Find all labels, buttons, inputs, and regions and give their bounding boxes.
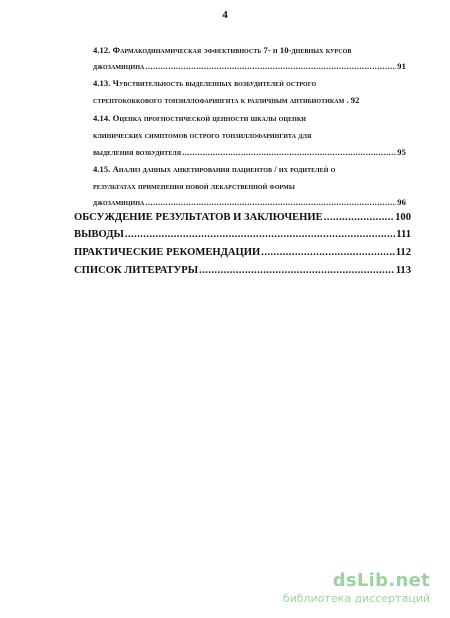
- dot-leader: [324, 213, 394, 224]
- toc-entry-4-15-line-3: [93, 198, 406, 207]
- toc-entry-text: выделения возбудителя: [93, 147, 182, 157]
- toc-entry-text: 4.12. Фармакодинамическая эффективность 7- и 10-дневных курсов: [93, 45, 352, 55]
- toc-page-number: 91: [397, 61, 406, 71]
- toc-page-number: 95: [397, 147, 406, 157]
- dslib-watermark: [283, 572, 430, 604]
- toc-entry-references: [74, 266, 411, 277]
- toc-entry-4-14-line-1: [93, 114, 306, 123]
- toc-entry-4-13-line-2: [93, 96, 359, 105]
- toc-entry-text: джозамицина: [93, 61, 145, 71]
- dot-leader: [182, 148, 396, 157]
- toc-entry-text: стрептококкового тонзиллофарингита к различным антибиотикам .: [93, 95, 349, 105]
- toc-page-number: 100: [395, 212, 411, 223]
- toc-page-number: 96: [397, 197, 406, 207]
- toc-entry-text: джозамицина: [93, 197, 145, 207]
- toc-entry-discussion: [74, 213, 411, 224]
- toc-entry-conclusions: [74, 230, 411, 241]
- toc-entry-4-15-line-1: [93, 165, 335, 174]
- toc-entry-4-14-line-3: [93, 148, 406, 157]
- toc-entry-text: 4.15. Анализ данных анкетирования пациентов / их родителей о: [93, 164, 336, 174]
- toc-page-number: 111: [396, 229, 411, 240]
- toc-entry-text: ПРАКТИЧЕСКИЕ РЕКОМЕНДАЦИИ: [74, 247, 261, 258]
- toc-entry-text: ОБСУЖДЕНИЕ РЕЗУЛЬТАТОВ И ЗАКЛЮЧЕНИЕ: [74, 212, 323, 223]
- dot-leader: [145, 198, 396, 207]
- dot-leader: [125, 230, 395, 241]
- toc-entry-4-15-line-2: [93, 182, 295, 191]
- toc-entry-recommendations: [74, 248, 411, 259]
- toc-page-number: 112: [395, 247, 411, 258]
- toc-entry-4-12-line-2: [93, 62, 406, 71]
- dot-leader: [261, 248, 394, 259]
- toc-entry-text: ВЫВОДЫ: [74, 229, 124, 240]
- page-number: 4: [222, 9, 228, 21]
- toc-entry-text: СПИСОК ЛИТЕРАТУРЫ: [74, 265, 199, 276]
- toc-entry-text: 4.14. Оценка прогностической ценности шкалы оценки: [93, 113, 306, 123]
- toc-entry-4-14-line-2: [93, 131, 311, 140]
- toc-entry-text: 4.13. Чувствительность выделенных возбудителей острого: [93, 78, 317, 88]
- toc-page-number: 92: [350, 95, 360, 105]
- watermark-tagline: библиотека диссертаций: [282, 592, 430, 605]
- watermark-logo: dsLib.net: [332, 570, 430, 591]
- toc-entry-4-12-line-1: [93, 46, 351, 55]
- toc-entry-text: клинических симптомов острого тонзиллофарингита для: [93, 130, 312, 140]
- toc-page-number: 113: [395, 265, 411, 276]
- toc-entry-4-13-line-1: [93, 79, 316, 88]
- toc-entry-text: результатах применения новой лекарственной формы: [93, 181, 295, 191]
- dot-leader: [199, 266, 395, 277]
- dot-leader: [145, 62, 396, 71]
